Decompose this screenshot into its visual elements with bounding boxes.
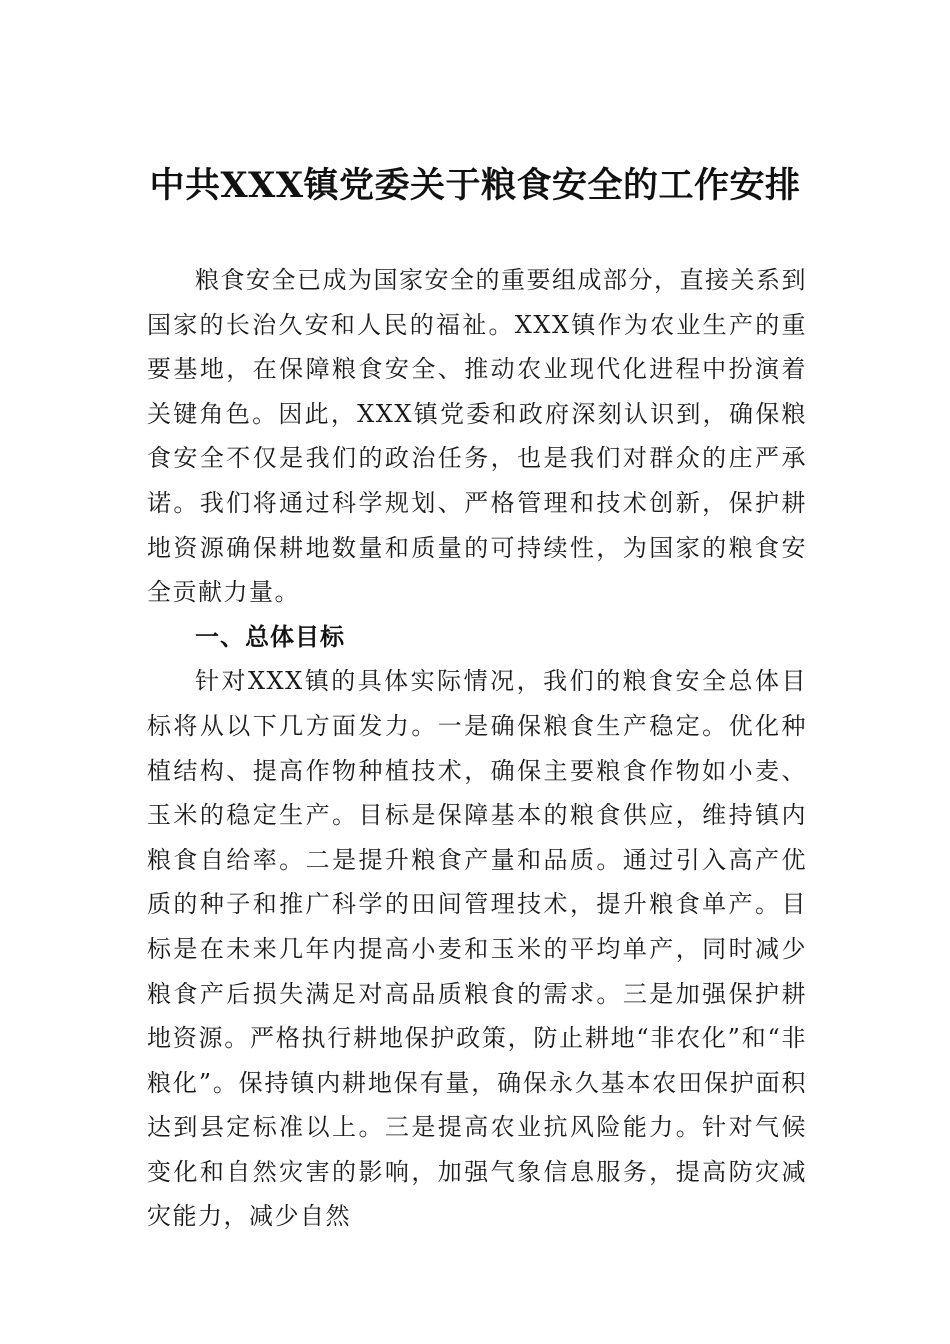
- section-paragraph-overall-goals: 针对XXX镇的具体实际情况，我们的粮食安全总体目标将从以下几方面发力。一是确保粮食生产稳定。优化种植结构、提高作物种植技术，确保主要粮食作物如小麦、玉米的稳定生产。目标是保障基本的粮食供应，维持镇内粮食自给率。二是提升粮食产量和品质。通过引入高产优质的种子和推广科学的田间管理技术，提升粮食单产。目标是在未来几年内提高小麦和玉米的平均单产，同时减少粮食产后损失满足对高品质粮食的需求。三是加强保护耕地资源。严格执行耕地保护政策，防止耕地“非农化”和“非粮化”。保持镇内耕地保有量，确保永久基本农田保护面积达到县定标准以上。三是提高农业抗风险能力。针对气候变化和自然灾害的影响，加强气象信息服务，提高防灾减灾能力，减少自然: [147, 667, 807, 1231]
- section-heading-overall-goals: 一、总体目标: [195, 622, 345, 651]
- document-body: [147, 258, 807, 1239]
- document-title: 中共XXX镇党委关于粮食安全的工作安排: [149, 165, 801, 206]
- intro-paragraph: 粮食安全已成为国家安全的重要组成部分，直接关系到国家的长治久安和人民的福祉。XXX镇作为农业生产的重要基地，在保障粮食安全、推动农业现代化进程中扮演着关键角色。因此，XXX镇党委和政府深刻认识到，确保粮食安全不仅是我们的政治任务，也是我们对群众的庄严承诺。我们将通过科学规划、严格管理和技术创新，保护耕地资源确保耕地数量和质量的可持续性，为国家的粮食安全贡献力量。: [147, 266, 807, 607]
